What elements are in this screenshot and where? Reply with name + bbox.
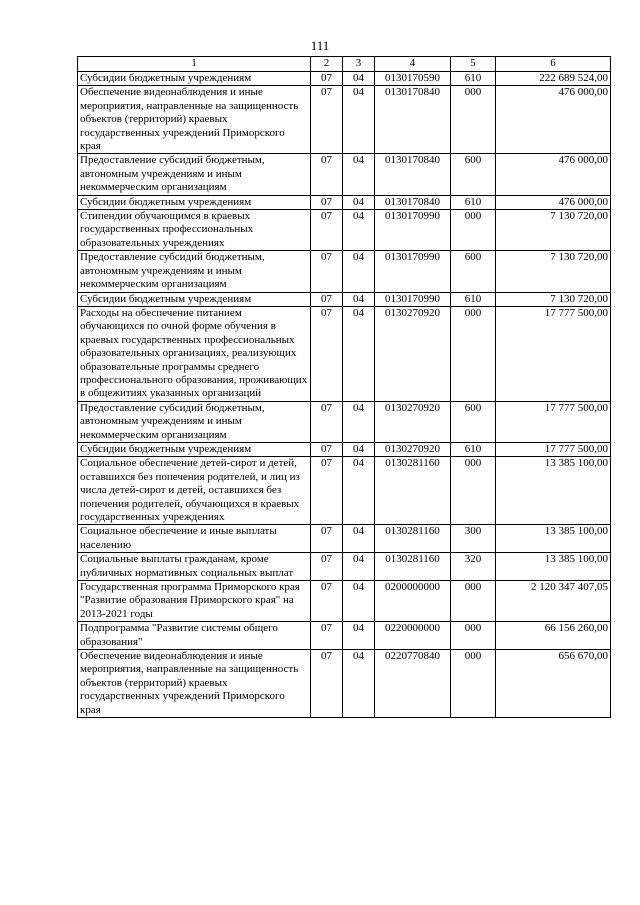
table-row bbox=[78, 622, 611, 650]
row-amount-cell: 476 000,00 bbox=[496, 86, 611, 154]
row-target-article-cell: 0130170840 bbox=[375, 195, 451, 209]
column-header-name: 1 bbox=[78, 57, 311, 72]
row-amount-cell: 7 130 720,00 bbox=[496, 251, 611, 292]
table-row bbox=[78, 553, 611, 581]
row-name-cell: Социальные выплаты гражданам, кроме публичных нормативных социальных выплат bbox=[78, 553, 311, 581]
table-row bbox=[78, 154, 611, 195]
row-expense-type-cell: 000 bbox=[451, 650, 496, 718]
row-expense-type-cell: 610 bbox=[451, 72, 496, 86]
row-target-article-cell: 0130170990 bbox=[375, 292, 451, 306]
row-section-cell: 07 bbox=[311, 154, 343, 195]
column-header-subsection: 3 bbox=[343, 57, 375, 72]
row-name-cell: Субсидии бюджетным учреждениям bbox=[78, 292, 311, 306]
row-subsection-cell: 04 bbox=[343, 553, 375, 581]
column-header-amount: 6 bbox=[496, 57, 611, 72]
row-name-cell: Субсидии бюджетным учреждениям bbox=[78, 72, 311, 86]
row-subsection-cell: 04 bbox=[343, 251, 375, 292]
row-section-cell: 07 bbox=[311, 525, 343, 553]
row-expense-type-cell: 000 bbox=[451, 622, 496, 650]
row-expense-type-cell: 610 bbox=[451, 195, 496, 209]
row-name-cell: Социальное обеспечение и иные выплаты населению bbox=[78, 525, 311, 553]
row-subsection-cell: 04 bbox=[343, 525, 375, 553]
row-target-article-cell: 0130281160 bbox=[375, 457, 451, 525]
row-name-cell: Обеспечение видеонаблюдения и иные мероприятия, направленные на защищенность объектов (территорий) краевых государственных учреждений Приморского края bbox=[78, 650, 311, 718]
row-subsection-cell: 04 bbox=[343, 650, 375, 718]
row-expense-type-cell: 000 bbox=[451, 210, 496, 251]
row-target-article-cell: 0130170840 bbox=[375, 154, 451, 195]
row-expense-type-cell: 000 bbox=[451, 581, 496, 622]
row-expense-type-cell: 000 bbox=[451, 86, 496, 154]
row-target-article-cell: 0220770840 bbox=[375, 650, 451, 718]
row-name-cell: Стипендии обучающимся в краевых государственных профессиональных образовательных учреждениях bbox=[78, 210, 311, 251]
row-expense-type-cell: 600 bbox=[451, 251, 496, 292]
row-subsection-cell: 04 bbox=[343, 292, 375, 306]
row-target-article-cell: 0130281160 bbox=[375, 553, 451, 581]
row-target-article-cell: 0200000000 bbox=[375, 581, 451, 622]
row-subsection-cell: 04 bbox=[343, 195, 375, 209]
row-target-article-cell: 0130170590 bbox=[375, 72, 451, 86]
row-subsection-cell: 04 bbox=[343, 72, 375, 86]
table-row bbox=[78, 86, 611, 154]
row-subsection-cell: 04 bbox=[343, 401, 375, 442]
column-header-expense-type: 5 bbox=[451, 57, 496, 72]
table-row bbox=[78, 581, 611, 622]
row-section-cell: 07 bbox=[311, 210, 343, 251]
row-name-cell: Субсидии бюджетным учреждениям bbox=[78, 442, 311, 456]
row-section-cell: 07 bbox=[311, 457, 343, 525]
column-header-target-article: 4 bbox=[375, 57, 451, 72]
row-name-cell: Расходы на обеспечение питанием обучающихся по очной форме обучения в краевых государственных профессиональных образовательных организациях, реализующих образовательные программы среднего профессионального образования, проживающих в общежитиях указанных организаций bbox=[78, 306, 311, 401]
table-row bbox=[78, 292, 611, 306]
row-section-cell: 07 bbox=[311, 86, 343, 154]
budget-table bbox=[77, 56, 611, 718]
row-amount-cell: 222 689 524,00 bbox=[496, 72, 611, 86]
row-section-cell: 07 bbox=[311, 442, 343, 456]
row-name-cell: Субсидии бюджетным учреждениям bbox=[78, 195, 311, 209]
row-section-cell: 07 bbox=[311, 72, 343, 86]
row-target-article-cell: 0130170990 bbox=[375, 210, 451, 251]
row-amount-cell: 476 000,00 bbox=[496, 195, 611, 209]
row-section-cell: 07 bbox=[311, 292, 343, 306]
row-expense-type-cell: 610 bbox=[451, 442, 496, 456]
column-header-section: 2 bbox=[311, 57, 343, 72]
page-number: 111 bbox=[310, 38, 330, 53]
row-expense-type-cell: 600 bbox=[451, 154, 496, 195]
row-section-cell: 07 bbox=[311, 401, 343, 442]
row-target-article-cell: 0130281160 bbox=[375, 525, 451, 553]
row-amount-cell: 13 385 100,00 bbox=[496, 553, 611, 581]
row-amount-cell: 17 777 500,00 bbox=[496, 306, 611, 401]
row-section-cell: 07 bbox=[311, 622, 343, 650]
row-subsection-cell: 04 bbox=[343, 154, 375, 195]
table-row bbox=[78, 306, 611, 401]
row-section-cell: 07 bbox=[311, 195, 343, 209]
row-amount-cell: 7 130 720,00 bbox=[496, 210, 611, 251]
row-amount-cell: 2 120 347 407,05 bbox=[496, 581, 611, 622]
row-target-article-cell: 0130270920 bbox=[375, 401, 451, 442]
row-name-cell: Предоставление субсидий бюджетным, автономным учреждениям и иным некоммерческим организациям bbox=[78, 154, 311, 195]
row-subsection-cell: 04 bbox=[343, 306, 375, 401]
row-section-cell: 07 bbox=[311, 251, 343, 292]
table-row bbox=[78, 195, 611, 209]
row-target-article-cell: 0130270920 bbox=[375, 306, 451, 401]
row-amount-cell: 656 670,00 bbox=[496, 650, 611, 718]
row-subsection-cell: 04 bbox=[343, 581, 375, 622]
row-expense-type-cell: 000 bbox=[451, 306, 496, 401]
row-name-cell: Государственная программа Приморского края "Развитие образования Приморского края" на 2013-2021 годы bbox=[78, 581, 311, 622]
row-name-cell: Подпрограмма "Развитие системы общего образования" bbox=[78, 622, 311, 650]
row-section-cell: 07 bbox=[311, 306, 343, 401]
table-row bbox=[78, 525, 611, 553]
row-expense-type-cell: 000 bbox=[451, 457, 496, 525]
row-subsection-cell: 04 bbox=[343, 442, 375, 456]
row-amount-cell: 17 777 500,00 bbox=[496, 401, 611, 442]
table-row bbox=[78, 442, 611, 456]
table-row bbox=[78, 210, 611, 251]
table-row bbox=[78, 401, 611, 442]
table-row bbox=[78, 72, 611, 86]
row-amount-cell: 13 385 100,00 bbox=[496, 457, 611, 525]
row-amount-cell: 13 385 100,00 bbox=[496, 525, 611, 553]
row-name-cell: Предоставление субсидий бюджетным, автономным учреждениям и иным некоммерческим организациям bbox=[78, 251, 311, 292]
row-amount-cell: 476 000,00 bbox=[496, 154, 611, 195]
row-section-cell: 07 bbox=[311, 553, 343, 581]
header-row bbox=[78, 57, 611, 72]
row-subsection-cell: 04 bbox=[343, 86, 375, 154]
row-subsection-cell: 04 bbox=[343, 457, 375, 525]
row-expense-type-cell: 300 bbox=[451, 525, 496, 553]
row-subsection-cell: 04 bbox=[343, 210, 375, 251]
row-name-cell: Социальное обеспечение детей-сирот и детей, оставшихся без попечения родителей, и лиц из числа детей-сирот и детей, оставшихся без попечения родителей, обучающихся в краевых государственных учреждениях bbox=[78, 457, 311, 525]
row-target-article-cell: 0130170990 bbox=[375, 251, 451, 292]
table-row bbox=[78, 457, 611, 525]
row-section-cell: 07 bbox=[311, 650, 343, 718]
row-expense-type-cell: 600 bbox=[451, 401, 496, 442]
row-amount-cell: 7 130 720,00 bbox=[496, 292, 611, 306]
table-row bbox=[78, 650, 611, 718]
table-row bbox=[78, 251, 611, 292]
row-target-article-cell: 0130170840 bbox=[375, 86, 451, 154]
row-amount-cell: 17 777 500,00 bbox=[496, 442, 611, 456]
row-target-article-cell: 0130270920 bbox=[375, 442, 451, 456]
row-subsection-cell: 04 bbox=[343, 622, 375, 650]
row-target-article-cell: 0220000000 bbox=[375, 622, 451, 650]
row-section-cell: 07 bbox=[311, 581, 343, 622]
row-expense-type-cell: 320 bbox=[451, 553, 496, 581]
row-name-cell: Обеспечение видеонаблюдения и иные мероприятия, направленные на защищенность объектов (территорий) краевых государственных учреждений Приморского края bbox=[78, 86, 311, 154]
row-expense-type-cell: 610 bbox=[451, 292, 496, 306]
row-amount-cell: 66 156 260,00 bbox=[496, 622, 611, 650]
row-name-cell: Предоставление субсидий бюджетным, автономным учреждениям и иным некоммерческим организациям bbox=[78, 401, 311, 442]
